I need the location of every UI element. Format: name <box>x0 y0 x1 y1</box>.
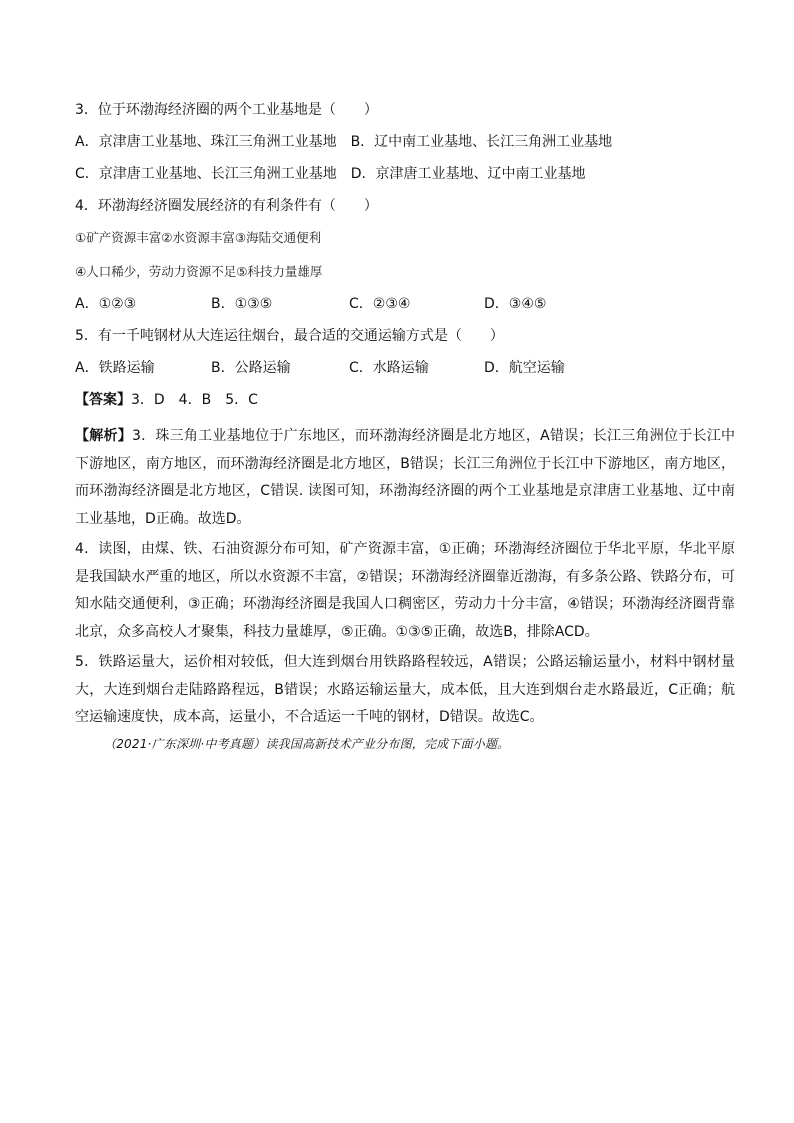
question-3-option-a: A．京津唐工业基地、珠江三角洲工业基地 <box>75 134 337 150</box>
question-4-items-line-1: ①矿产资源丰富②水资源丰富③海陆交通便利 <box>75 230 322 245</box>
question-4-stem: 4．环渤海经济圈发展经济的有利条件有（ ） <box>75 198 378 214</box>
question-3-option-c: C．京津唐工业基地、长江三角洲工业基地 <box>75 166 337 182</box>
answer-text: 3．D 4．B 5．C <box>131 392 258 408</box>
question-4-option-a: A．①②③ <box>75 296 137 312</box>
analysis-paragraph-5: 5．铁路运量大，运价相对较低，但大连到烟台用铁路路程较远，A错误；公路运输运量小，材料中钢材量大，大连到烟台走陆路路程远，B错误；水路运输运量大，成本低，且大连到烟台走水路最近，C正确；航空运输速度快，成本高，运量小，不合适运一千吨的钢材，D错误。故选C。 <box>75 654 735 725</box>
analysis-paragraph-4: 4．读图，由煤、铁、石油资源分布可知，矿产资源丰富，①正确；环渤海经济圈位于华北平原，华北平原是我国缺水严重的地区，所以水资源不丰富，②错误；环渤海经济圈靠近渤海，有多条公路、铁路分布，可知水陆交通便利，③正确；环渤海经济圈是我国人口稠密区，劳动力十分丰富，④错误；环渤海经济圈背靠北京，众多高校人才聚集，科技力量雄厚，⑤正确。①③⑤正确，故选B，排除ACD。 <box>75 541 735 640</box>
question-4-option-c: C．②③④ <box>349 296 411 312</box>
question-5-option-d: D．航空运输 <box>484 360 565 376</box>
question-4-option-d: D．③④⑤ <box>484 296 547 312</box>
answer-line <box>75 391 745 409</box>
document-body <box>75 101 745 752</box>
question-3-option-d: D．京津唐工业基地、辽中南工业基地 <box>350 166 586 182</box>
question-5-option-a: A．铁路运输 <box>75 360 155 376</box>
question-5-option-c: C．水路运输 <box>349 360 429 376</box>
question-3-stem: 3．位于环渤海经济圈的两个工业基地是（ ） <box>75 102 378 118</box>
analysis-label: 【解析】 <box>75 428 133 444</box>
question-3-options-row-2 <box>75 165 745 183</box>
next-question-source: （2021·广东深圳·中考真题）读我国高新技术产业分布图，完成下面小题。 <box>104 736 510 751</box>
question-3-option-b: B．辽中南工业基地、长江三角洲工业基地 <box>350 134 613 150</box>
answer-label: 【答案】 <box>75 392 131 408</box>
question-4-option-b: B．①③⑤ <box>211 296 273 312</box>
question-4-options <box>75 295 745 313</box>
question-5-stem: 5．有一千吨钢材从大连运往烟台，最合适的交通运输方式是（ ） <box>75 328 504 344</box>
question-5-option-b: B．公路运输 <box>211 360 291 376</box>
question-4-items-line-2: ④人口稀少，劳动力资源不足⑤科技力量雄厚 <box>75 264 323 279</box>
analysis-paragraph-3 <box>75 423 735 533</box>
analysis-text-3: 3．珠三角工业基地位于广东地区，而环渤海经济圈是北方地区，A错误；长江三角洲位于长江中下游地区，南方地区，而环渤海经济圈是北方地区，B错误；长江三角洲位于长江中下游地区，南方地区，而环渤海经济圈是北方地区，C错误. 读图可知，环渤海经济圈的两个工业基地是京津唐工业基地、辽中南工业基地，D正确。故选D。 <box>75 428 736 527</box>
question-3-options-row-1 <box>75 133 745 151</box>
question-5-options <box>75 359 745 377</box>
